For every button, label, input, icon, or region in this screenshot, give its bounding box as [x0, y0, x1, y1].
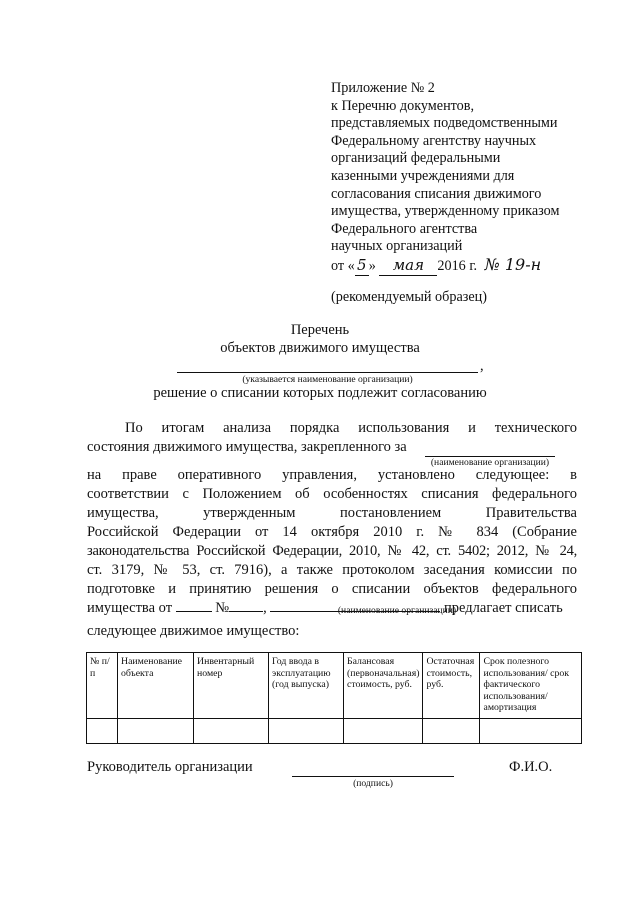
appendix-line: Федеральному агентству научных: [331, 132, 537, 149]
appendix-line: организаций федеральными: [331, 150, 501, 167]
table-cell: [118, 719, 194, 744]
assets-table: [86, 652, 582, 744]
org-name-blank: [177, 372, 478, 373]
body-line-8: ст. 3179, № 53, ст. 7916), а также протоколом заседания комиссии по: [87, 562, 577, 578]
header-cell: Год ввода в эксплуатацию (год выпуска): [269, 653, 344, 719]
table-header-row: [87, 653, 582, 719]
body-line-10-d: предлагает списать: [444, 600, 563, 616]
appendix-line: Федерального агентства: [331, 220, 478, 237]
signature-role: Руководитель организации: [87, 759, 253, 775]
appendix-line: научных организаций: [331, 238, 463, 255]
body-line-6: Российской Федерации от 14 октября 2010 г. № 834 (Собрание: [87, 524, 577, 540]
body-line-4: соответствии с Положением об особенностях списания федерального: [87, 486, 577, 502]
recommended-sample-note: (рекомендуемый образец): [331, 289, 487, 305]
body-line-2: [87, 438, 577, 458]
document-title: Перечень: [290, 322, 350, 338]
appendix-line: казенными учреждениями для: [331, 167, 515, 184]
header-cell: Балансовая (первоначальная) стоимость, руб.: [344, 653, 423, 719]
body-line-10-c: ,: [263, 600, 267, 616]
header-cell: Срок полезного использования/ срок фактического использования/ амортизация: [480, 653, 582, 719]
signature-blank: [292, 776, 454, 777]
appendix-line: согласования списания движимого: [331, 185, 542, 202]
table-cell: [87, 719, 118, 744]
appendix-block: [331, 80, 611, 276]
body-line-7: законодательства Российской Федерации, 2010, № 42, ст. 5402; 2012, № 24,: [87, 543, 577, 559]
appendix-date-line: [331, 256, 611, 276]
title-comma: ,: [480, 358, 484, 374]
appendix-line: Приложение № 2: [331, 80, 435, 96]
body-line-9: подготовке и принятию решения о списании объектов федерального: [87, 581, 577, 597]
table-cell: [194, 719, 269, 744]
body-line-11: следующее движимое имущество:: [87, 623, 300, 639]
date-prefix: от «: [331, 257, 355, 274]
signature-name: Ф.И.О.: [509, 759, 553, 775]
header-cell: Инвентарный номер: [194, 653, 269, 719]
body-line-10-b: №: [215, 600, 230, 616]
table-cell: [480, 719, 582, 744]
document-title-line3: решение о списании которых подлежит согласованию: [153, 385, 487, 401]
date-blank: [176, 611, 212, 612]
header-cell: Остаточная стоимость, руб.: [423, 653, 480, 719]
date-mid: »: [368, 257, 376, 274]
table-cell: [423, 719, 480, 744]
appendix-line: имущества, утвержденному приказом: [331, 203, 560, 220]
org-caption-2: (наименование организации): [430, 457, 550, 468]
org-name-caption: (указывается наименование организации): [242, 374, 413, 385]
document-subtitle: объектов движимого имущества: [220, 340, 420, 356]
org-caption-3: (наименование организации): [337, 605, 457, 616]
header-cell: Наименование объекта: [118, 653, 194, 719]
body-line-1: По итогам анализа порядка использования и технического: [125, 420, 577, 436]
date-year: 2016 г.: [437, 257, 478, 274]
assets-table-wrap: [86, 652, 582, 744]
date-day: 5: [355, 257, 369, 276]
table-row: [87, 719, 582, 744]
table-cell: [269, 719, 344, 744]
number-blank: [229, 611, 263, 612]
order-number: № 19-н: [484, 254, 542, 274]
signature-caption: (подпись): [353, 778, 393, 789]
body-line-10-a: имущества от: [87, 600, 173, 616]
table-cell: [344, 719, 423, 744]
appendix-line: представляемых подведомственными: [331, 115, 558, 132]
appendix-line: к Перечню документов,: [331, 97, 475, 114]
body-line-2-text: состояния движимого имущества, закрепленного за: [87, 439, 407, 455]
body-line-5: имущества, утвержденным постановлением Правительства: [87, 505, 577, 521]
header-cell: № п/п: [87, 653, 118, 719]
body-line-3: на праве оперативного управления, установлено следующее: в: [87, 467, 577, 483]
date-month: мая: [379, 257, 437, 276]
